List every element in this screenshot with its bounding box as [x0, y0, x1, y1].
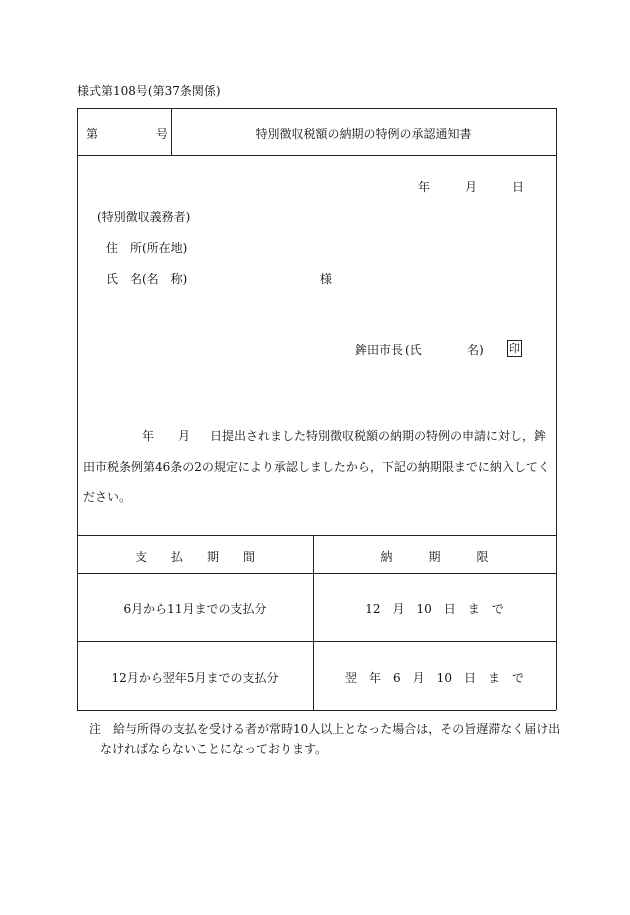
date-month: 月 — [465, 180, 478, 194]
body-line-1: 日提出されました特別徴収税額の納期の特例の申請に対し，鉾 — [210, 429, 547, 443]
note-line-1: 注 給与所得の支払を受ける者が常時10人以上となった場合は，その旨遅滞なく届け出 — [89, 722, 561, 736]
table-row-1-deadline: 12 月 10 日 ま で — [365, 602, 504, 616]
body-line-2: 田市税条例第46条の2の規定により承認しましたから，下記の納期限までに納入してく — [83, 460, 550, 474]
table-header-deadline: 納 期 限 — [380, 550, 489, 564]
table-header-period: 支 払 期 間 — [134, 550, 255, 564]
table-row-2-period: 12月から翌年5月までの支払分 — [111, 671, 279, 685]
address-label: 住 所(所在地) — [106, 241, 188, 255]
form-number: 様式第108号(第37条関係) — [77, 84, 221, 98]
issuer-name-close: 名) — [467, 343, 484, 357]
number-prefix: 第 — [86, 127, 99, 141]
date-year: 年 — [418, 180, 431, 194]
body-year: 年 — [142, 429, 155, 443]
seal-mark: 印 — [509, 342, 520, 355]
issuer-name-open: (氏 — [405, 343, 422, 357]
issuer-title: 鉾田市長 — [355, 343, 404, 357]
recipient-role: (特別徴収義務者) — [97, 210, 191, 224]
document-title: 特別徴収税額の納期の特例の承認通知書 — [255, 127, 472, 141]
date-day: 日 — [512, 180, 525, 194]
body-month: 月 — [178, 429, 191, 443]
table-row-2-deadline: 翌 年 6 月 10 日 ま で — [345, 671, 524, 685]
number-suffix: 号 — [156, 127, 169, 141]
name-label: 氏 名(名 称) — [106, 272, 188, 286]
note-line-2: なければならないことになっております。 — [100, 742, 328, 756]
table-row-1-period: 6月から11月までの支払分 — [123, 602, 267, 616]
body-line-3: ださい。 — [83, 490, 132, 504]
honorific: 様 — [320, 272, 333, 286]
